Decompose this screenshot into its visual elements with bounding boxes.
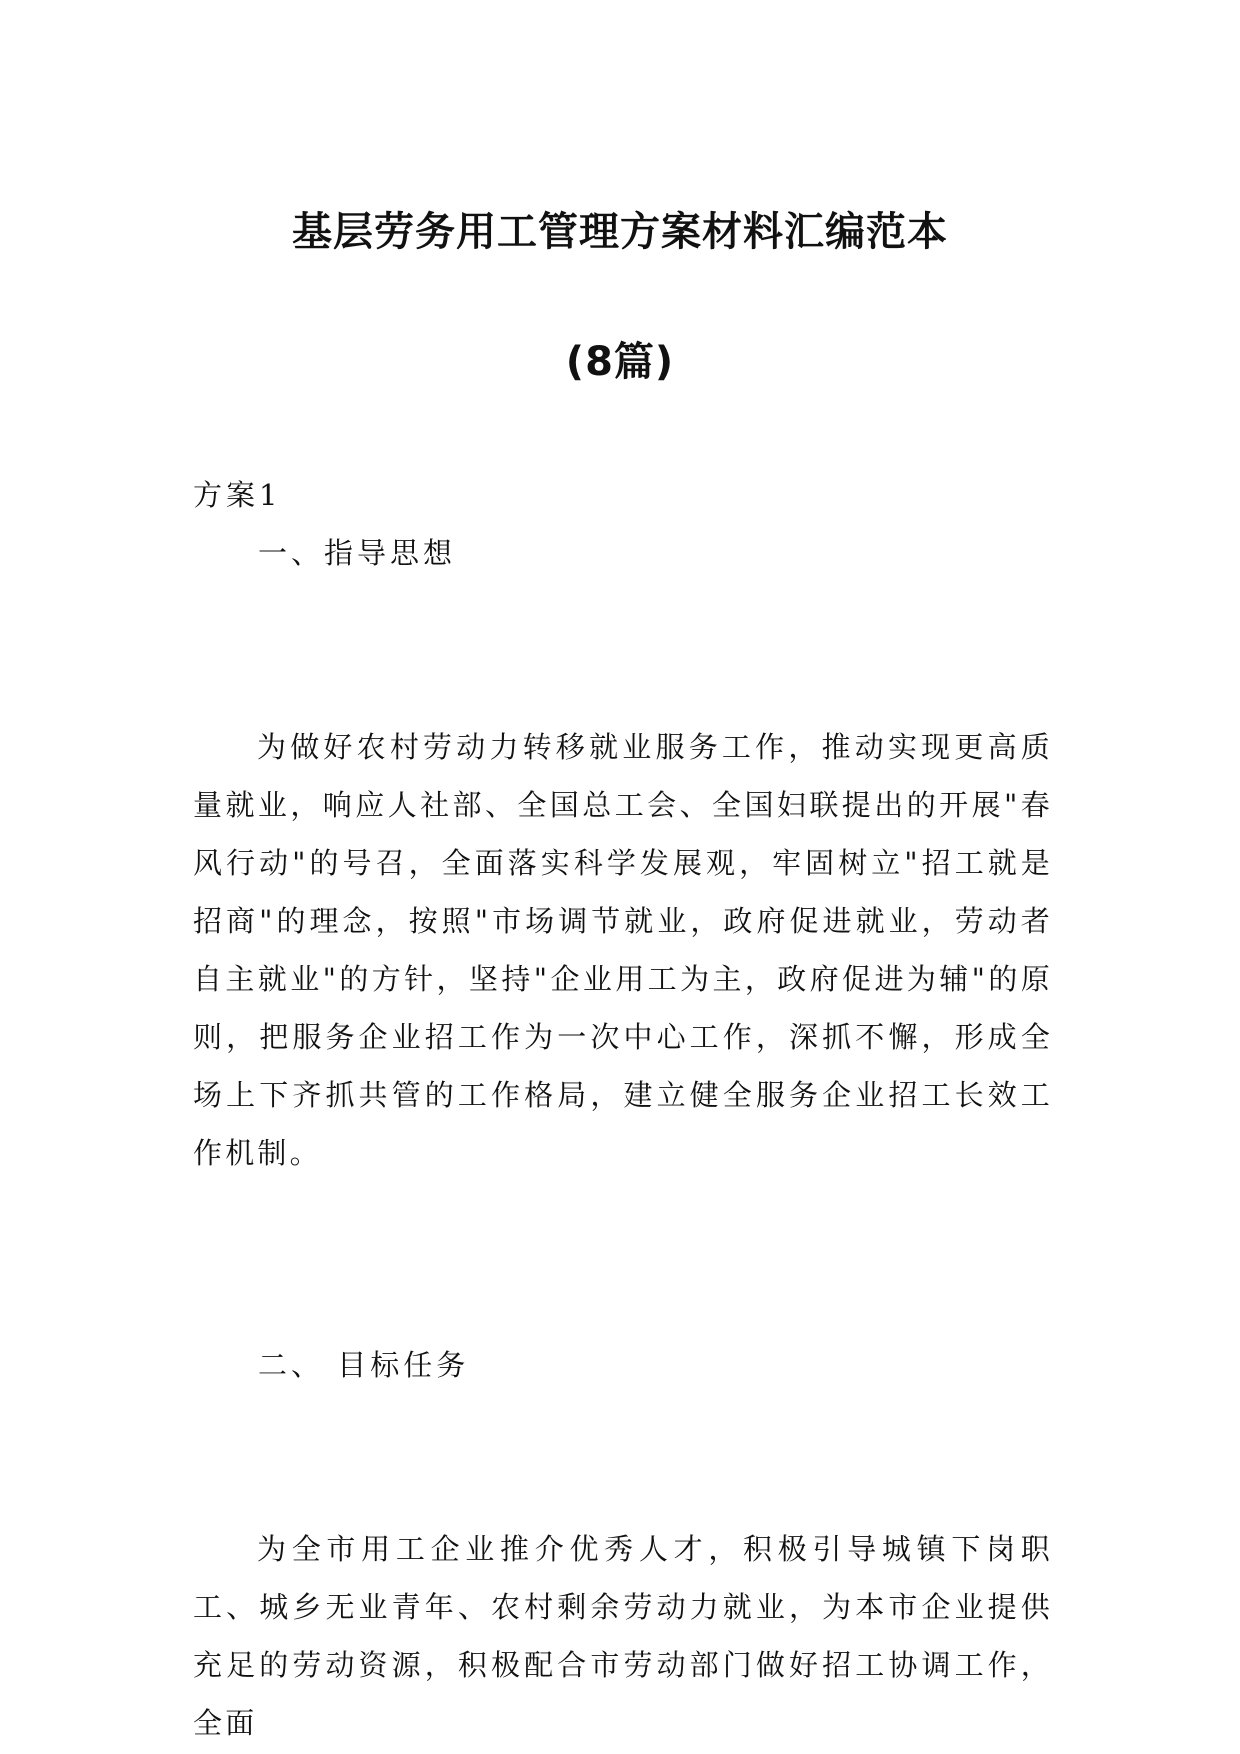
- section-paragraph-guiding-ideology: 为做好农村劳动力转移就业服务工作，推动实现更高质量就业，响应人社部、全国总工会、全国妇联提出的开展"春风行动"的号召，全面落实科学发展观，牢固树立"招工就是招商"的理念，按照"市场调节就业，政府促进就业，劳动者自主就业"的方针，坚持"企业用工为主，政府促进为辅"的原则，把服务企业招工作为一次中心工作，深抓不懈，形成全场上下齐抓共管的工作格局，建立健全服务企业招工长效工作机制。: [193, 730, 1053, 1170]
- section-paragraph-goals: 为全市用工企业推介优秀人才，积极引导城镇下岗职工、城乡无业青年、农村剩余劳动力就业，为本市企业提供充足的劳动资源，积极配合市劳动部门做好招工协调工作，全面: [193, 1532, 1053, 1740]
- document-subtitle-count: (8篇): [565, 339, 675, 385]
- section-heading-goals: 二、 目标任务: [258, 1348, 470, 1382]
- document-title: 基层劳务用工管理方案材料汇编范本: [292, 209, 948, 255]
- section-heading-guiding-ideology: 一、指导思想: [258, 536, 457, 570]
- plan-label: 方案1: [193, 478, 282, 512]
